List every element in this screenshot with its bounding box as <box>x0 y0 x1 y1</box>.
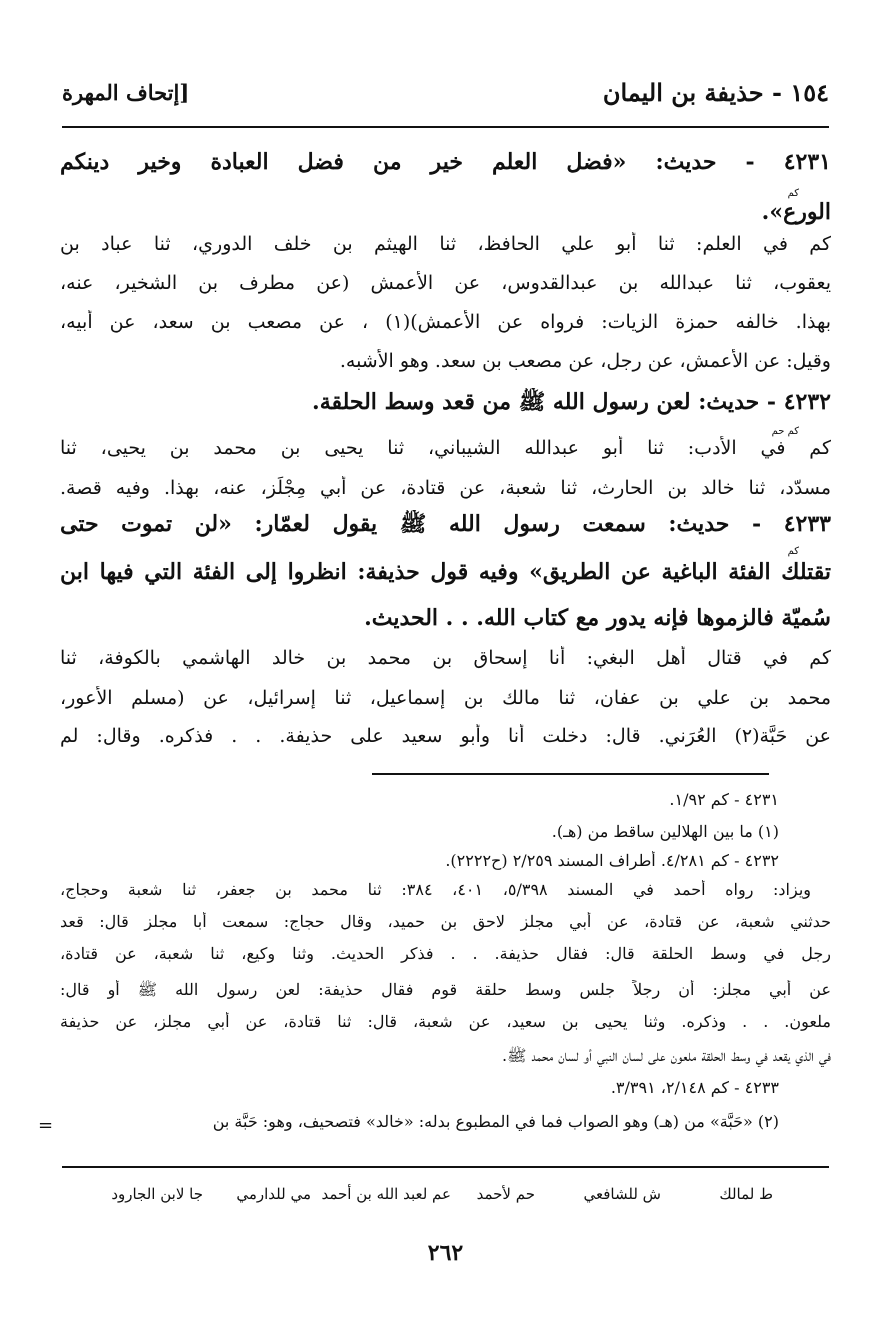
marginal-note: كم <box>787 546 799 557</box>
isnad-line: مسدّد، ثنا خالد بن الحارث، ثنا شعبة، عن قتادة، عن أبي مِجْلَز، عنه، بهذا. وفيه قصة. <box>60 477 831 499</box>
footnote: حدثني شعبة، عن قتادة، عن أبي مجلز لاحق بن حميد، وقال حجاج: سمعت أبا مجلز قال: قعد <box>60 912 831 931</box>
hadith-4233-heading-cont: سُميّة فالزموها فإنه يدور مع كتاب الله. . . الحديث. <box>364 605 831 631</box>
hadith-4233-heading: ٤٢٣٣ - حديث: سمعت رسول الله ﷺ يقول لعمّار: «لن تموت حتى <box>60 511 831 537</box>
isnad-line: وقيل: عن الأعمش، عن رجل، عن مصعب بن سعد. وهو الأشبه. <box>339 350 831 372</box>
footnote: عن أبي مجلز: أن رجلاً جلس وسط حلقة قوم فقال حذيفة: لعن رسول الله ﷺ أو قال: <box>60 980 831 999</box>
hadith-4231-heading-cont: الورع». <box>761 199 831 225</box>
running-head-chapter: ١٥٤ - حذيفة بن اليمان <box>602 78 829 107</box>
footnote: رجل في وسط الحلقة قال: فقال حذيفة. . . فذكر الحديث. وثنا وكيع، ثنا شعبة، عن قتادة، <box>60 944 831 963</box>
abbreviations-rule <box>62 1166 829 1168</box>
continuation-mark: = <box>38 1115 54 1136</box>
footnote-rule <box>372 773 769 775</box>
isnad-line: كم في العلم: ثنا أبو علي الحافظ، ثنا الهيثم بن خلف الدوري، ثنا عباد بن <box>60 233 831 255</box>
footnote: ٤٢٣٢ - كم ٤/٢٨١. أطراف المسند ٢/٢٥٩ (ح٢٢٢٢). <box>445 851 779 870</box>
isnad-line: بهذا. خالفه حمزة الزيات: فرواه عن الأعمش)(١) ، عن مصعب بن سعد، عن أبيه، <box>60 311 831 333</box>
abbreviation: ط لمالك <box>719 1185 773 1203</box>
footnote: ملعون. . . وذكره. وثنا يحيى بن سعيد، عن شعبة، قال: ثنا قتادة، عن أبي مجلز، عن حذيفة <box>60 1012 831 1031</box>
abbreviation: عم لعبد الله بن أحمد <box>321 1185 451 1203</box>
hadith-4231-heading: ٤٢٣١ - حديث: «فضل العلم خير من فضل العبادة وخير دينكم <box>60 149 831 175</box>
page-number: ٢٦٢ <box>427 1240 464 1266</box>
marginal-note: كم <box>787 188 799 199</box>
running-head-book: [إتحاف المهرة <box>62 80 190 105</box>
isnad-line: كم في قتال أهل البغي: أنا إسحاق بن محمد بن خالد الهاشمي بالكوفة، ثنا <box>60 647 831 669</box>
footnote: (٢) «حَبَّة» من (هـ) وهو الصواب فما في المطبوع بدله: «خالد» فتصحيف، وهو: حَبَّة بن <box>212 1112 779 1131</box>
marginal-note: كم حم <box>771 426 799 437</box>
isnad-line: يعقوب، ثنا عبدالله بن عبدالقدوس، عن الأعمش (عن مطرف بن الشخير، عنه، <box>60 272 831 294</box>
header-rule <box>62 126 829 128</box>
footnote: ٤٢٣٣ - كم ٢/١٤٨، ٣/٣٩١. <box>610 1078 779 1097</box>
abbreviation: مي للدارمي <box>236 1185 311 1203</box>
isnad-line: محمد بن علي بن عفان، ثنا مالك بن إسماعيل، ثنا إسرائيل، عن (مسلم الأعور، <box>60 687 831 709</box>
footnote: (١) ما بين الهلالين ساقط من (هـ). <box>551 822 779 841</box>
abbreviation: ش للشافعي <box>583 1185 661 1203</box>
footnote: ويزاد: رواه أحمد في المسند ٥/٣٩٨، ٤٠١، ٣٨٤: ثنا محمد بن جعفر، ثنا شعبة وحجاج، <box>60 880 811 899</box>
abbreviation: حم لأحمد <box>476 1185 535 1203</box>
isnad-line: كم في الأدب: ثنا أبو عبدالله الشيباني، ثنا يحيى بن محمد بن يحيى، ثنا <box>60 437 831 459</box>
hadith-4232-heading: ٤٢٣٢ - حديث: لعن رسول الله ﷺ من قعد وسط الحلقة. <box>312 389 831 415</box>
footnote: ٤٢٣١ - كم ١/٩٢. <box>669 790 779 809</box>
footnote: في الذي يقعد في وسط الحلقة ملعون على لسان النبي أو لسان محمد ﷺ. <box>502 1046 831 1065</box>
abbreviation: جا لابن الجارود <box>111 1185 203 1203</box>
hadith-4233-heading-cont: تقتلك الفئة الباغية عن الطريق» وفيه قول حذيفة: انظروا إلى الفئة التي فيها ابن <box>60 559 831 585</box>
isnad-line: عن حَبَّة(٢) العُرَني. قال: دخلت أنا وأبو سعيد على حذيفة. . . فذكره. وقال: لم <box>60 725 831 747</box>
